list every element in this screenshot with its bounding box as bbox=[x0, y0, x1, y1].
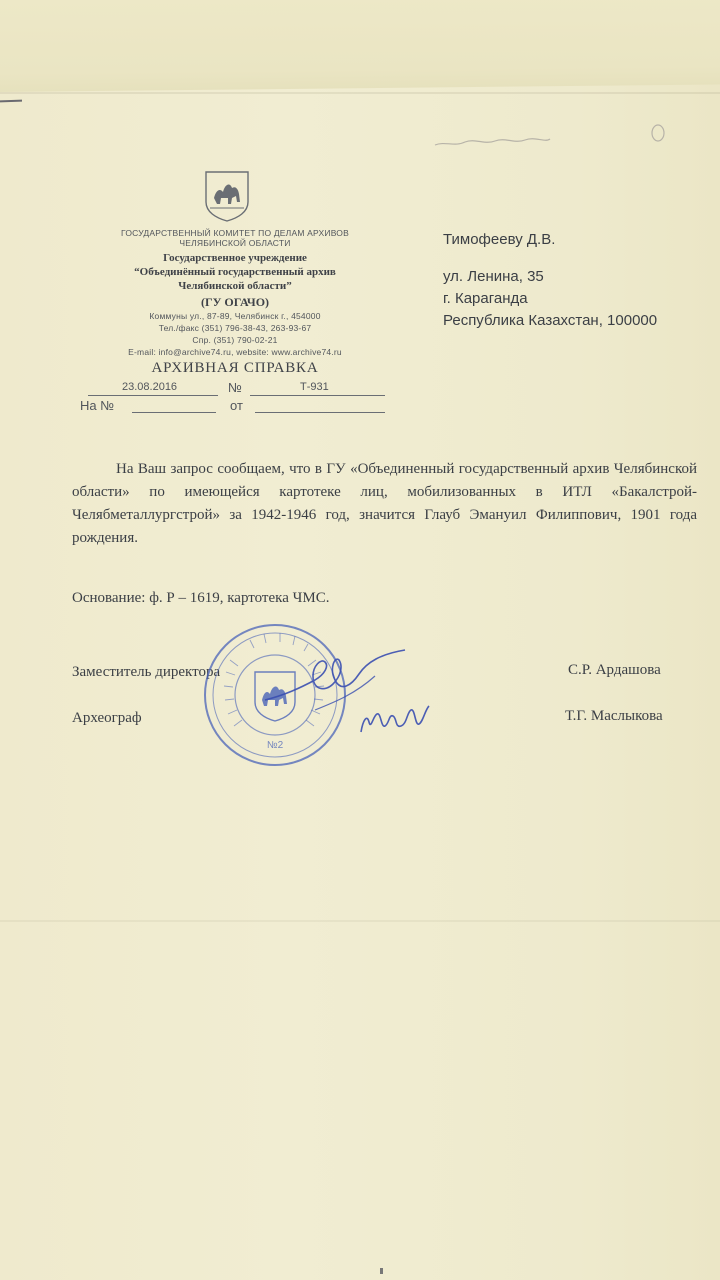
recipient-country: Республика Казахстан, 100000 bbox=[443, 312, 658, 329]
document-title: АРХИВНАЯ СПРАВКА bbox=[151, 360, 319, 376]
bottom-mark bbox=[380, 1268, 383, 1274]
number-label: № bbox=[228, 380, 242, 395]
letterhead-help-phone: Спр. (351) 790-02-21 bbox=[192, 335, 278, 345]
committee-line-1: ГОСУДАРСТВЕННЫЙ КОМИТЕТ ПО ДЕЛАМ АРХИВОВ bbox=[121, 228, 349, 238]
fold-crease bbox=[0, 920, 720, 922]
letterhead-contacts: E-mail: info@archive74.ru, website: www.archive74.ru bbox=[128, 347, 342, 357]
date-underline bbox=[88, 395, 218, 396]
letterhead-phone: Тел./факс (351) 796-38-43, 263-93-67 bbox=[158, 323, 312, 333]
institution-abbreviation: (ГУ ОГАЧО) bbox=[200, 295, 270, 309]
paper-fold-top bbox=[0, 0, 720, 92]
recipient-street: ул. Ленина, 35 bbox=[443, 268, 544, 285]
recipient-name: Тимофееву Д.В. bbox=[443, 231, 556, 248]
pencil-note bbox=[430, 123, 670, 159]
institution-line-1: Государственное учреждение bbox=[163, 252, 307, 264]
reference-number: Т-931 bbox=[300, 381, 329, 393]
institution-line-3: Челябинской области” bbox=[178, 280, 292, 292]
signatory-name-archeographer: Т.Г. Маслыкова bbox=[565, 708, 663, 724]
basis-line: Основание: ф. Р – 1619, картотека ЧМС. bbox=[72, 590, 330, 606]
number-underline bbox=[250, 395, 385, 396]
institution-line-2: “Объединённый государственный архив bbox=[134, 266, 336, 278]
emblem-camel-icon bbox=[196, 168, 258, 222]
body-paragraph bbox=[72, 458, 697, 550]
fold-crease bbox=[0, 92, 720, 94]
committee-line-2: ЧЕЛЯБИНСКОЙ ОБЛАСТИ bbox=[179, 238, 291, 248]
reply-to-underline bbox=[132, 412, 216, 413]
signatory-name-deputy: С.Р. Ардашова bbox=[568, 662, 661, 678]
body-paragraph-text: На Ваш запрос сообщаем, что в ГУ «Объединенный государственный архив Челябинской области» по имеющейся картотеке лиц, мобилизованных в ИТЛ «Бакалстрой-Челябметаллургстрой» за 1942-1946 год, значится Глауб Эмануил Филиппович, 1901 года рождения. bbox=[72, 461, 697, 546]
letterhead-address: Коммуны ул., 87-89, Челябинск г., 454000 bbox=[149, 311, 321, 321]
reference-date: 23.08.2016 bbox=[122, 381, 178, 393]
recipient-city: г. Караганда bbox=[443, 290, 528, 307]
from-underline bbox=[255, 412, 385, 413]
from-label: от bbox=[230, 398, 243, 413]
reply-to-label: На № bbox=[80, 398, 115, 413]
archeographer-signature bbox=[355, 700, 435, 740]
stamp-number: №2 bbox=[266, 740, 284, 751]
signatory-role-deputy: Заместитель директора bbox=[72, 664, 221, 680]
signatory-role-archeographer: Археограф bbox=[72, 710, 142, 726]
